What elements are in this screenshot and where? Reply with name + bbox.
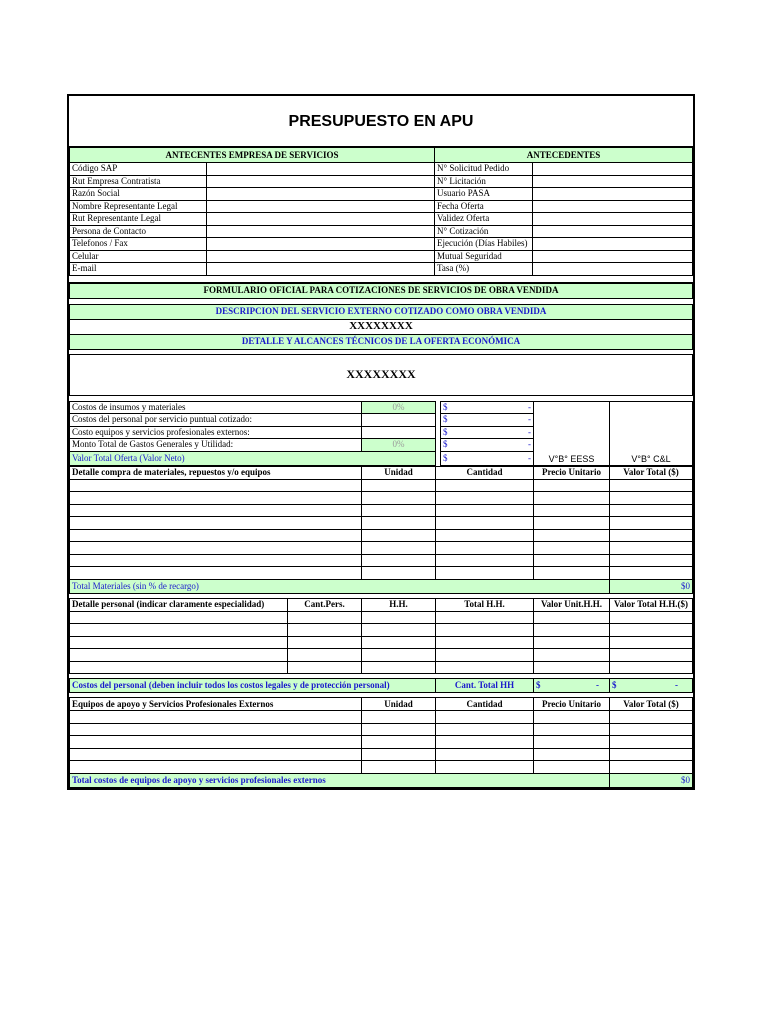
spacer xyxy=(69,276,693,283)
valor-total-label: Valor Total Oferta (Valor Neto) xyxy=(70,451,436,465)
cell[interactable] xyxy=(534,529,610,542)
cell[interactable] xyxy=(534,711,610,724)
cell[interactable] xyxy=(534,624,610,637)
total-materiales-label: Total Materiales (sin % de recargo) xyxy=(70,579,610,593)
antecedentes-field-label: N° Cotización xyxy=(435,225,533,238)
antecedentes-field-label: Validez Oferta xyxy=(435,213,533,226)
currency-symbol: $ xyxy=(443,439,448,450)
costo-label: Costos de insumos y materiales xyxy=(70,401,362,414)
cell[interactable] xyxy=(610,529,693,542)
cell[interactable] xyxy=(610,492,693,505)
antecedentes-field-input[interactable] xyxy=(533,188,693,201)
equipos-table xyxy=(69,697,693,788)
detalle-value[interactable]: XXXXXXXX xyxy=(70,354,693,395)
antecedentes-field-input[interactable] xyxy=(533,263,693,276)
cell[interactable] xyxy=(362,711,436,724)
currency-symbol: $ xyxy=(612,680,617,690)
cell[interactable] xyxy=(436,492,534,505)
vb-eess-label: V°B° EESS xyxy=(548,453,595,464)
table-row[interactable] xyxy=(70,529,693,542)
antecedentes-header: ANTECEDENTES xyxy=(435,148,693,163)
page-title: PRESUPUESTO EN APU xyxy=(69,96,693,147)
empresa-field-label: Persona de Contacto xyxy=(70,225,207,238)
materiales-table xyxy=(69,466,693,594)
empresa-header: ANTECENTES EMPRESA DE SERVICIOS xyxy=(70,148,435,163)
costo-pct xyxy=(362,426,436,439)
currency-symbol: $ xyxy=(536,680,541,690)
cell[interactable] xyxy=(362,748,436,761)
materiales-header-cantidad: Cantidad xyxy=(436,466,534,479)
empresa-field-input[interactable] xyxy=(207,200,435,213)
costo-label: Costos del personal por servicio puntual cotizado: xyxy=(70,414,362,427)
valor-total-value xyxy=(441,451,534,465)
antecedentes-field-input[interactable] xyxy=(533,175,693,188)
descripcion-value[interactable]: XXXXXXXX xyxy=(70,319,693,334)
table-row[interactable] xyxy=(70,723,693,736)
cell[interactable] xyxy=(534,736,610,749)
cell[interactable] xyxy=(362,661,436,674)
personal-header-valor-unit: Valor Unit.H.H. xyxy=(534,598,610,611)
personal-header-cant: Cant.Pers. xyxy=(288,598,362,611)
empresa-field-label: Rut Representante Legal xyxy=(70,213,207,226)
empresa-field-input[interactable] xyxy=(207,250,435,263)
cell[interactable] xyxy=(362,611,436,624)
cell[interactable] xyxy=(610,761,693,774)
descripcion-block xyxy=(69,304,693,350)
cell[interactable] xyxy=(70,624,288,637)
equipos-header-detalle: Equipos de apoyo y Servicios Profesionales Externos xyxy=(70,698,362,711)
antecedentes-field-label: Mutual Seguridad xyxy=(435,250,533,263)
cant-total-hh-amount: - xyxy=(596,680,599,690)
cell[interactable] xyxy=(436,554,534,567)
costo-label: Costo equipos y servicios profesionales externos: xyxy=(70,426,362,439)
cell[interactable] xyxy=(70,761,362,774)
costo-amount: - xyxy=(528,439,531,450)
table-row[interactable] xyxy=(70,611,693,624)
cell[interactable] xyxy=(70,492,362,505)
table-row[interactable] xyxy=(70,554,693,567)
personal-header-total-hh: Total H.H. xyxy=(436,598,534,611)
cell[interactable] xyxy=(288,649,362,662)
antecedentes-field-input[interactable] xyxy=(533,200,693,213)
cell[interactable] xyxy=(288,611,362,624)
cell[interactable] xyxy=(436,711,534,724)
materiales-header-total: Valor Total ($) xyxy=(610,466,693,479)
cell[interactable] xyxy=(610,723,693,736)
antecedentes-field-input[interactable] xyxy=(533,163,693,176)
table-row[interactable] xyxy=(70,711,693,724)
costo-value xyxy=(441,426,534,439)
currency-symbol: $ xyxy=(443,452,448,463)
table-row[interactable] xyxy=(70,492,693,505)
antecedentes-field-input[interactable] xyxy=(533,250,693,263)
cell[interactable] xyxy=(436,504,534,517)
empresa-field-input[interactable] xyxy=(207,225,435,238)
cell[interactable] xyxy=(610,736,693,749)
equipos-header-unidad: Unidad xyxy=(362,698,436,711)
cell[interactable] xyxy=(436,723,534,736)
cant-total-hh-label: Cant. Total HH xyxy=(436,679,534,693)
cell[interactable] xyxy=(610,624,693,637)
personal-total-table xyxy=(69,678,693,693)
cell[interactable] xyxy=(436,624,534,637)
antecedentes-table xyxy=(69,147,693,276)
cell[interactable] xyxy=(610,661,693,674)
cell[interactable] xyxy=(362,761,436,774)
cell[interactable] xyxy=(436,529,534,542)
antecedentes-field-input[interactable] xyxy=(533,213,693,226)
cell[interactable] xyxy=(362,649,436,662)
empresa-field-label: Nombre Representante Legal xyxy=(70,200,207,213)
cell[interactable] xyxy=(534,517,610,530)
empresa-field-label: Telefonos / Fax xyxy=(70,238,207,251)
personal-table xyxy=(69,598,693,675)
cell[interactable] xyxy=(70,711,362,724)
cell[interactable] xyxy=(534,542,610,555)
cell[interactable] xyxy=(534,567,610,580)
cell[interactable] xyxy=(362,479,436,492)
cell[interactable] xyxy=(610,649,693,662)
cell[interactable] xyxy=(70,736,362,749)
cell[interactable] xyxy=(436,567,534,580)
vb-cyl-label: V°B° C&L xyxy=(631,453,671,464)
antecedentes-field-label: Fecha Oferta xyxy=(435,200,533,213)
cell[interactable] xyxy=(610,554,693,567)
empresa-field-input[interactable] xyxy=(207,188,435,201)
empresa-field-input[interactable] xyxy=(207,163,435,176)
cell[interactable] xyxy=(534,748,610,761)
cell[interactable] xyxy=(436,479,534,492)
cell[interactable] xyxy=(70,748,362,761)
cell[interactable] xyxy=(288,624,362,637)
cell[interactable] xyxy=(610,517,693,530)
total-equipos-value: $0 xyxy=(610,773,693,787)
cell[interactable] xyxy=(436,611,534,624)
costo-pct[interactable]: 0% xyxy=(362,439,436,452)
cant-total-hh-value xyxy=(534,679,610,693)
currency-symbol: $ xyxy=(443,414,448,425)
costo-amount: - xyxy=(528,426,531,437)
cell[interactable] xyxy=(534,504,610,517)
table-row[interactable] xyxy=(70,761,693,774)
empresa-field-label: Rut Empresa Contratista xyxy=(70,175,207,188)
table-row[interactable] xyxy=(70,624,693,637)
costo-amount: - xyxy=(528,414,531,425)
cell[interactable] xyxy=(70,517,362,530)
cell[interactable] xyxy=(534,554,610,567)
costos-table xyxy=(69,401,693,466)
cell[interactable] xyxy=(70,504,362,517)
table-row[interactable] xyxy=(70,542,693,555)
empresa-field-input[interactable] xyxy=(207,263,435,276)
cell[interactable] xyxy=(610,542,693,555)
cell[interactable] xyxy=(534,611,610,624)
cell[interactable] xyxy=(534,649,610,662)
cell[interactable] xyxy=(534,492,610,505)
cell[interactable] xyxy=(436,761,534,774)
table-row[interactable] xyxy=(70,736,693,749)
cell[interactable] xyxy=(610,711,693,724)
cell[interactable] xyxy=(70,611,288,624)
antecedentes-field-label: Ejecución (Días Habiles) xyxy=(435,238,533,251)
cell[interactable] xyxy=(70,542,362,555)
vb-cyl-cell[interactable] xyxy=(610,401,693,465)
cell[interactable] xyxy=(70,554,362,567)
cell[interactable] xyxy=(70,723,362,736)
table-row[interactable] xyxy=(70,479,693,492)
materiales-header-precio: Precio Unitario xyxy=(534,466,610,479)
empresa-field-label: Código SAP xyxy=(70,163,207,176)
cell[interactable] xyxy=(610,567,693,580)
antecedentes-field-label: Usuario PASA xyxy=(435,188,533,201)
cell[interactable] xyxy=(610,504,693,517)
costo-pct[interactable]: 0% xyxy=(362,401,436,414)
cell[interactable] xyxy=(610,611,693,624)
table-row[interactable] xyxy=(70,567,693,580)
cell[interactable] xyxy=(70,479,362,492)
cell[interactable] xyxy=(70,661,288,674)
descripcion-table xyxy=(69,283,693,299)
budget-sheet xyxy=(67,94,695,790)
antecedentes-field-label: N° Solicitud Pedido xyxy=(435,163,533,176)
cell[interactable] xyxy=(362,529,436,542)
table-row[interactable] xyxy=(70,661,693,674)
cell[interactable] xyxy=(362,542,436,555)
cell[interactable] xyxy=(436,661,534,674)
table-row[interactable] xyxy=(70,748,693,761)
total-materiales-value: $0 xyxy=(610,579,693,593)
empresa-field-input[interactable] xyxy=(207,213,435,226)
costo-value xyxy=(441,439,534,452)
cell[interactable] xyxy=(534,636,610,649)
valor-total-amount: - xyxy=(528,452,531,463)
cell[interactable] xyxy=(436,636,534,649)
empresa-field-label: E-mail xyxy=(70,263,207,276)
vb-eess-cell[interactable] xyxy=(534,401,610,465)
equipos-header-precio: Precio Unitario xyxy=(534,698,610,711)
costo-amount: - xyxy=(528,401,531,412)
equipos-header-total: Valor Total ($) xyxy=(610,698,693,711)
cell[interactable] xyxy=(436,649,534,662)
detalle-alcances-header: DETALLE Y ALCANCES TÉCNICOS DE LA OFERTA ECONÓMICA xyxy=(70,334,693,349)
formulario-header: FORMULARIO OFICIAL PARA COTIZACIONES DE SERVICIOS DE OBRA VENDIDA xyxy=(70,283,693,298)
empresa-field-input[interactable] xyxy=(207,175,435,188)
currency-symbol: $ xyxy=(443,426,448,437)
descripcion-header: DESCRIPCION DEL SERVICIO EXTERNO COTIZADO COMO OBRA VENDIDA xyxy=(70,304,693,319)
table-row[interactable] xyxy=(70,649,693,662)
cell[interactable] xyxy=(362,624,436,637)
table-row[interactable] xyxy=(70,636,693,649)
cell[interactable] xyxy=(610,479,693,492)
cell[interactable] xyxy=(610,636,693,649)
cell[interactable] xyxy=(534,479,610,492)
cell[interactable] xyxy=(70,567,362,580)
cell[interactable] xyxy=(610,748,693,761)
costo-value xyxy=(441,414,534,427)
antecedentes-field-label: Tasa (%) xyxy=(435,263,533,276)
cell[interactable] xyxy=(362,567,436,580)
valor-total-hh-amount: - xyxy=(675,680,678,690)
empresa-field-label: Celular xyxy=(70,250,207,263)
table-row[interactable] xyxy=(70,517,693,530)
table-row[interactable] xyxy=(70,504,693,517)
cell[interactable] xyxy=(70,649,288,662)
equipos-header-cantidad: Cantidad xyxy=(436,698,534,711)
antecedentes-field-label: N° Licitación xyxy=(435,175,533,188)
cell[interactable] xyxy=(436,736,534,749)
detalle-block xyxy=(69,354,693,396)
cell[interactable] xyxy=(288,636,362,649)
cell[interactable] xyxy=(534,723,610,736)
cell[interactable] xyxy=(362,723,436,736)
materiales-header-detalle: Detalle compra de materiales, repuestos y/o equipos xyxy=(70,466,362,479)
antecedentes-field-input[interactable] xyxy=(533,238,693,251)
cell[interactable] xyxy=(362,517,436,530)
antecedentes-field-input[interactable] xyxy=(533,225,693,238)
materiales-header-unidad: Unidad xyxy=(362,466,436,479)
cell[interactable] xyxy=(436,542,534,555)
cell[interactable] xyxy=(362,504,436,517)
total-equipos-label: Total costos de equipos de apoyo y servicios profesionales externos xyxy=(70,773,610,787)
cell[interactable] xyxy=(362,492,436,505)
cell[interactable] xyxy=(362,736,436,749)
cell[interactable] xyxy=(436,748,534,761)
personal-header-detalle: Detalle personal (indicar claramente especialidad) xyxy=(70,598,288,611)
cell[interactable] xyxy=(70,529,362,542)
cell[interactable] xyxy=(288,661,362,674)
cell[interactable] xyxy=(534,661,610,674)
cell[interactable] xyxy=(436,517,534,530)
cell[interactable] xyxy=(362,636,436,649)
empresa-field-input[interactable] xyxy=(207,238,435,251)
cell[interactable] xyxy=(70,636,288,649)
costo-pct xyxy=(362,414,436,427)
currency-symbol: $ xyxy=(443,401,448,412)
costo-label: Monto Total de Gastos Generales y Utilidad: xyxy=(70,439,362,452)
personal-header-hh: H.H. xyxy=(362,598,436,611)
cell[interactable] xyxy=(534,761,610,774)
personal-header-valor-total: Valor Total H.H.($) xyxy=(610,598,693,611)
empresa-field-label: Razón Social xyxy=(70,188,207,201)
costo-value xyxy=(441,401,534,414)
cell[interactable] xyxy=(362,554,436,567)
costos-personal-label: Costos del personal (deben incluir todos los costos legales y de protección personal) xyxy=(70,679,436,693)
valor-total-hh-value xyxy=(610,679,693,693)
